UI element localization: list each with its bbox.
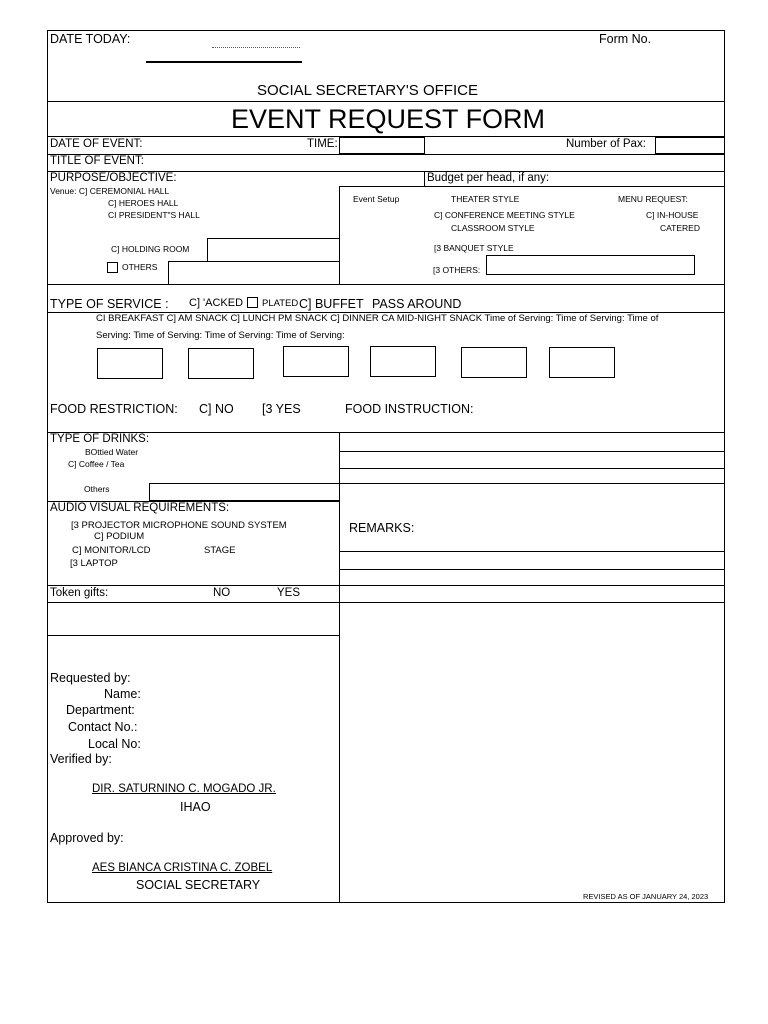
venue-presidents-hall[interactable]: CI PRESIDENT"S HALL (108, 210, 200, 220)
drinks-others-field[interactable] (149, 483, 340, 501)
approved-by-label: Approved by: (50, 831, 124, 845)
time-field[interactable] (339, 137, 425, 154)
verifier-name: DIR. SATURNINO C. MOGADO JR. (92, 783, 276, 795)
form-no-label: Form No. (599, 32, 652, 46)
form-title: EVENT REQUEST FORM (231, 104, 546, 134)
holding-room-field[interactable] (207, 238, 340, 262)
form-frame (47, 30, 725, 903)
setup-theater[interactable]: THEATER STYLE (451, 194, 520, 204)
venue-holding-room[interactable]: C] HOLDING ROOM (111, 244, 190, 254)
form-line[interactable] (339, 569, 725, 570)
form-line[interactable] (339, 483, 725, 484)
serving-time-labels: Serving: Time of Serving: Time of Serving: Time of Serving: (96, 330, 345, 341)
av-projector-mic-sound[interactable]: [3 PROJECTOR MICROPHONE SOUND SYSTEM (71, 520, 287, 531)
pax-label: Number of Pax: (566, 138, 646, 150)
pax-field[interactable] (655, 137, 725, 154)
drinks-label: TYPE OF DRINKS: (50, 433, 150, 445)
requested-by-label: Requested by: (50, 671, 131, 685)
menu-inhouse[interactable]: C] IN-HOUSE (646, 210, 699, 220)
setup-classroom[interactable]: CLASSROOM STYLE (451, 223, 535, 233)
divider (47, 585, 725, 586)
token-gifts-label: Token gifts: (50, 587, 109, 599)
approver-position: SOCIAL SECRETARY (136, 878, 261, 892)
service-plated-label: PLATED (262, 298, 299, 309)
date-today-underline-faint (212, 47, 300, 48)
divider (47, 154, 725, 155)
verifier-position: IHAO (180, 800, 211, 814)
divider (47, 635, 340, 636)
verified-by-label: Verified by: (50, 752, 112, 766)
form-line[interactable] (339, 468, 725, 469)
food-instruction-label: FOOD INSTRUCTION: (345, 402, 474, 416)
av-podium[interactable]: C] PODIUM (94, 531, 145, 542)
menu-request-label: MENU REQUEST: (618, 194, 688, 204)
setup-others-field[interactable] (486, 255, 695, 275)
service-plated-checkbox[interactable] (247, 297, 258, 308)
setup-conference[interactable]: C] CONFERENCE MEETING STYLE (434, 210, 575, 220)
divider (339, 186, 340, 284)
food-restriction-label: FOOD RESTRICTION: (50, 402, 178, 416)
date-today-field[interactable] (146, 61, 302, 63)
remarks-label: REMARKS: (349, 521, 415, 535)
venue-others-field[interactable] (168, 261, 340, 285)
food-restriction-no[interactable]: C] NO (199, 402, 234, 416)
budget-label: Budget per head, if any: (427, 172, 550, 184)
serving-time-field[interactable] (461, 347, 527, 378)
office-name: SOCIAL SECRETARY'S OFFICE (257, 82, 478, 99)
meal-options[interactable]: CI BREAKFAST C] AM SNACK C] LUNCH PM SNACK C] DINNER CA MID-NIGHT SNACK Time of Serving: Time of Serving: Time of (96, 313, 659, 324)
service-packed[interactable]: C] 'ACKED (189, 297, 244, 309)
service-label: TYPE OF SERVICE : (50, 297, 169, 311)
divider (339, 432, 340, 902)
divider (424, 171, 425, 187)
form-line[interactable] (339, 451, 725, 452)
divider (339, 186, 725, 187)
venue-others-label: OTHERS (122, 262, 158, 272)
divider (47, 284, 725, 285)
requester-name-label: Name: (104, 687, 141, 701)
drinks-others-label: Others (84, 484, 110, 494)
requester-contact-label: Contact No.: (68, 720, 138, 734)
token-gifts-yes[interactable]: YES (277, 587, 301, 599)
av-stage[interactable]: STAGE (204, 545, 236, 556)
serving-time-field[interactable] (283, 346, 349, 377)
serving-time-field[interactable] (549, 347, 615, 378)
revised-date: REVISED AS OF JANUARY 24, 2023 (583, 892, 709, 901)
title-of-event-label: TITLE OF EVENT: (50, 155, 144, 167)
service-pass-around[interactable]: PASS AROUND (372, 297, 462, 311)
service-buffet[interactable]: C] BUFFET (299, 297, 364, 311)
venue-others-checkbox[interactable] (107, 262, 118, 273)
av-laptop[interactable]: [3 LAPTOP (70, 558, 118, 569)
av-monitor[interactable]: C] MONITOR/LCD (72, 545, 151, 556)
serving-time-field[interactable] (188, 348, 254, 379)
approver-name: AES BIANCA CRISTINA C. ZOBEL (92, 862, 273, 874)
venue-ceremonial-hall[interactable]: Venue: C] CEREMONIAL HALL (50, 186, 170, 196)
drinks-coffee-tea[interactable]: C] Coffee / Tea (68, 459, 125, 469)
purpose-label: PURPOSE/OBJECTIVE: (50, 172, 177, 184)
token-gifts-no[interactable]: NO (213, 587, 231, 599)
menu-catered[interactable]: CATERED (660, 223, 700, 233)
setup-banquet[interactable]: [3 BANQUET STYLE (434, 243, 514, 253)
form-line[interactable] (339, 551, 725, 552)
av-label: AUDIO VISUAL REQUIREMENTS: (50, 502, 230, 514)
setup-others-label[interactable]: [3 OTHERS: (433, 265, 481, 275)
divider (47, 602, 725, 603)
food-restriction-yes[interactable]: [3 YES (262, 402, 301, 416)
date-today-label: DATE TODAY: (50, 32, 131, 46)
venue-heroes-hall[interactable]: C] HEROES HALL (108, 198, 179, 208)
event-setup-label: Event Setup (353, 194, 400, 204)
serving-time-field[interactable] (370, 346, 436, 377)
drinks-bottled-water[interactable]: BOttied Water (85, 447, 139, 457)
divider (47, 101, 725, 102)
requester-department-label: Department: (66, 703, 135, 717)
requester-local-label: Local No: (88, 737, 141, 751)
date-of-event-label: DATE OF EVENT: (50, 138, 143, 150)
serving-time-field[interactable] (97, 348, 163, 379)
time-label: TIME: (307, 138, 338, 150)
